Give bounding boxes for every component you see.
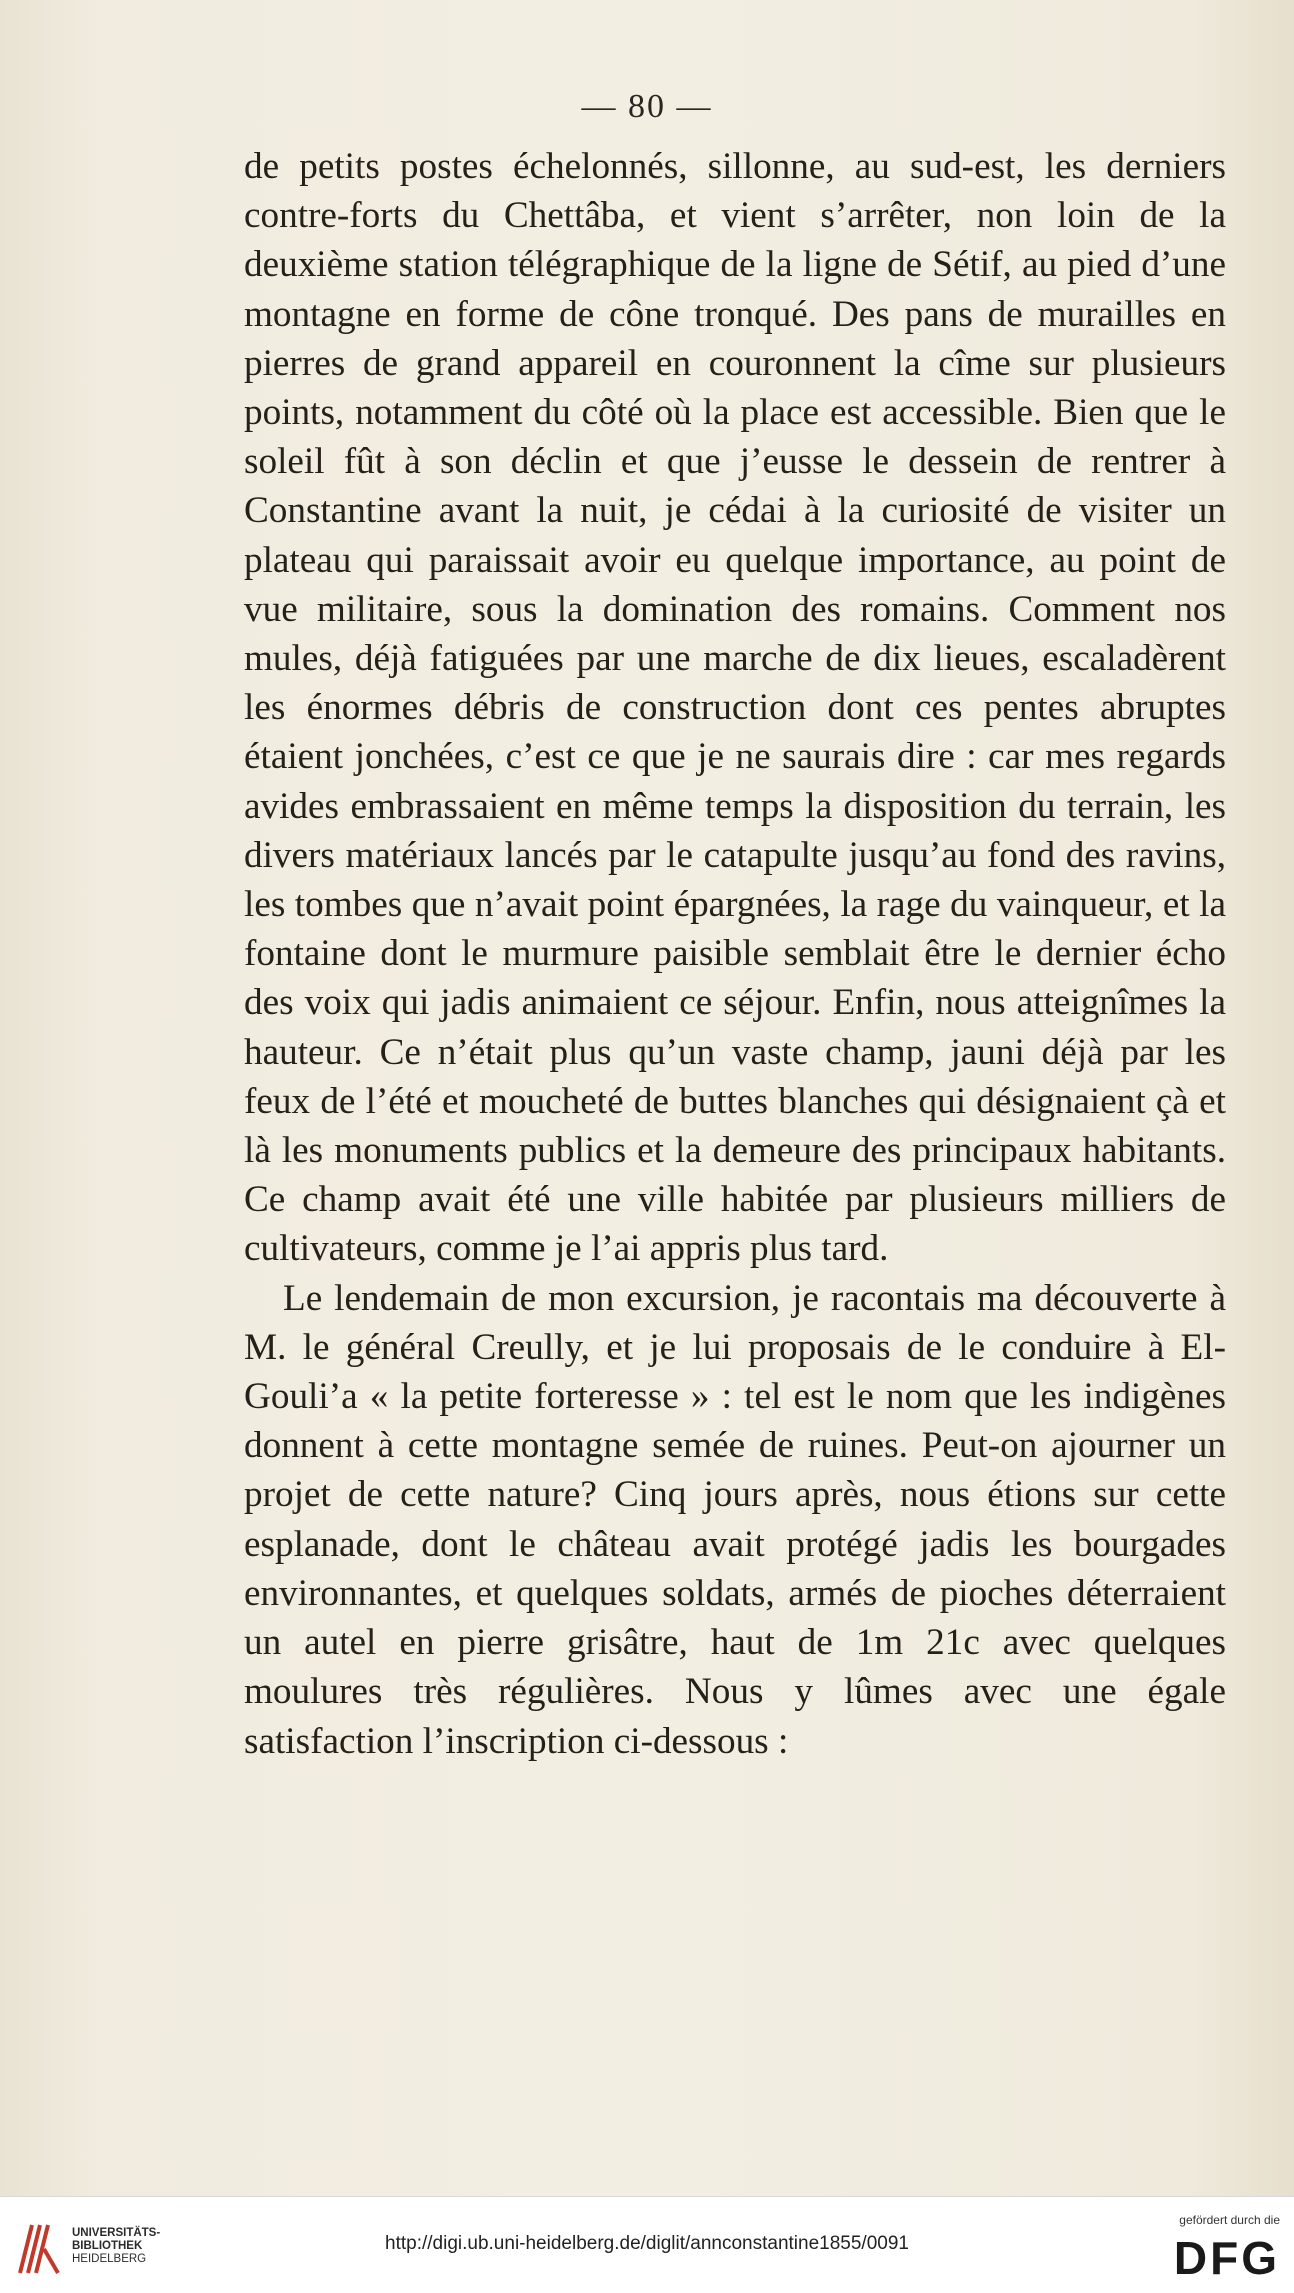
body-text: [244, 142, 1226, 1766]
dfg-logo: DFG: [1173, 2232, 1280, 2284]
paragraph-1: de petits postes échelonnés, sillonne, au sud-est, les derniers contre-forts du Chettâba, et vient s’arrêter, non loin de la deuxième station télégraphique de la ligne de Sétif, au pied d’une montagne en forme de cône tronqué. Des pans de murailles en pierres de grand appareil en couronnent la cîme sur plusieurs points, notamment du côté où la place est accessible. Bien que le soleil fût à son déclin et que j’eusse le dessein de rentrer à Constantine avant la nuit, je cédai à la curiosité de visiter un plateau qui paraissait avoir eu quelque importance, au point de vue militaire, sous la domination des romains. Comment nos mules, déjà fatiguées par une marche de dix lieues, escaladèrent les énormes débris de construction dont ces pentes abruptes étaient jonchées, c’est ce que je ne saurais dire : car mes regards avides embrassaient en même temps la disposition du terrain, les divers matériaux lancés par le catapulte jusqu’au fond des ravins, les tombes que n’avait point épargnées, la rage du vainqueur, et la fontaine dont le murmure paisible semblait être le dernier écho des voix qui jadis animaient ce séjour. Enfin, nous atteignîmes la hauteur. Ce n’était plus qu’un vaste champ, jauni déjà par les feux de l’été et moucheté de buttes blanches qui désignaient çà et là les monuments publics et la demeure des principaux habitants. Ce champ avait été une ville habitée par plusieurs milliers de cultivateurs, comme je l’ai appris plus tard.: [244, 146, 1226, 1270]
footer-bar: [0, 2196, 1294, 2293]
library-name-line-2: BIBLIOTHEK: [72, 2240, 143, 2252]
paragraph-2: Le lendemain de mon excursion, je racontais ma découverte à M. le général Creully, et je lui proposais de le conduire à El-Gouli’a « la petite forteresse » : tel est le nom que les indigènes donnent à cette montagne semée de ruines. Peut-on ajourner un projet de cette nature? Cinq jours après, nous étions sur cette esplanade, dont le château avait protégé jadis les bourgades environnantes, et quelques soldats, armés de pioches déterraient un autel en pierre grisâtre, haut de 1m 21c avec quelques moulures très régulières. Nous y lûmes avec une égale satisfaction l’inscription ci-dessous :: [244, 1277, 1226, 1762]
page-number: — 80 —: [581, 88, 713, 125]
funding-caption: gefördert durch die: [1179, 2213, 1280, 2227]
library-name-line-3: HEIDELBERG: [72, 2253, 147, 2265]
permalink-url[interactable]: http://digi.ub.uni-heidelberg.de/diglit/annconstantine1855/0091: [385, 2233, 909, 2254]
library-name-line-1: UNIVERSITÄTS-: [72, 2227, 161, 2239]
